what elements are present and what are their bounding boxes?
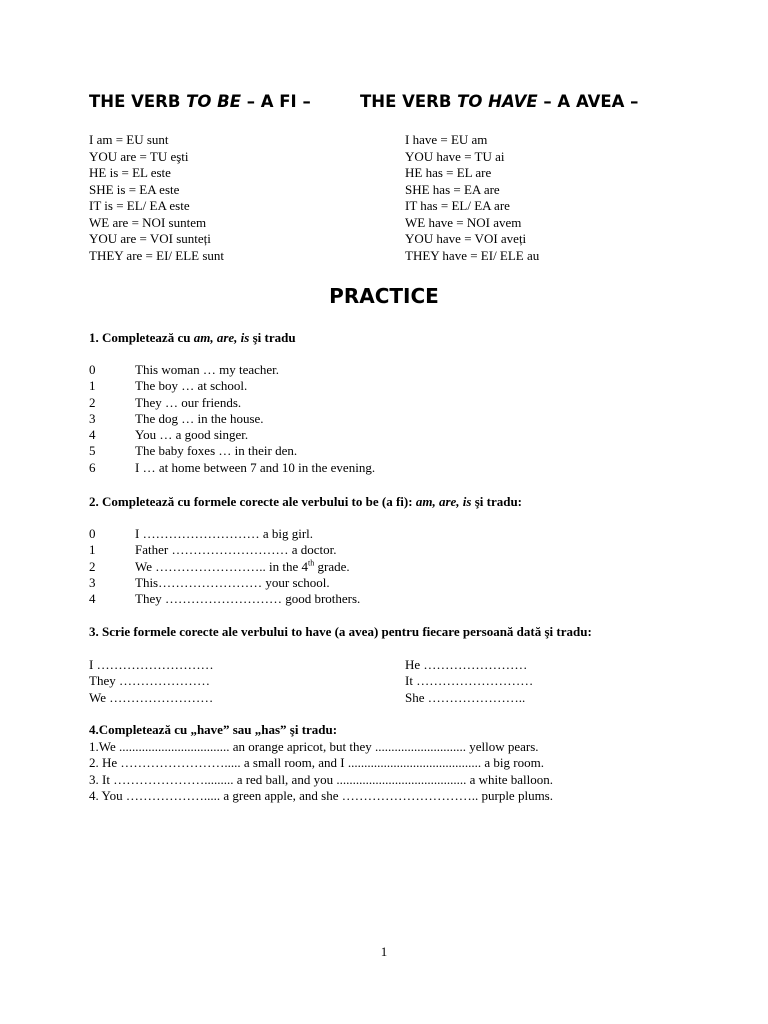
conjugation-line: I am = EU sunt [89, 132, 169, 147]
conjugation-line: WE are = NOI suntem [89, 214, 207, 230]
conjugation-line: SHE is = EA este [89, 181, 180, 197]
list-item: 5 The baby foxes … in their den. [89, 443, 298, 459]
conjugation-line: IT is = EL/ EA este [89, 198, 190, 213]
conjugation-line: YOU are = VOI sunteți [89, 231, 211, 246]
exercise-1-list [89, 362, 375, 476]
conjugation-line: YOU are = TU eşti [89, 148, 189, 164]
list-item: 0 I ……………………… a big girl. [89, 526, 314, 541]
list-item: I ……………………… He …………………… [89, 657, 528, 672]
exercise-2-list [89, 526, 360, 607]
heading-to-be: THE VERB TO BE – A FI – [89, 92, 311, 111]
list-item: 1.We .................................. an orange apricot, but they ............................ yellow pears. [89, 739, 539, 754]
list-item: 2 We …………………….. in the 4th grade. [89, 558, 350, 574]
conjugation-line: I have = EU am [405, 132, 488, 147]
list-item: 3 The dog … in the house. [89, 410, 264, 426]
to-be-conjugation-list [89, 132, 224, 264]
list-item: They ………………… It ……………………… [89, 673, 534, 689]
list-item: 4 You … a good singer. [89, 427, 249, 443]
exercise-3-title: 3. Scrie formele corecte ale verbului to have (a avea) pentru fiecare persoană dată şi tradu: [89, 624, 592, 639]
list-item: We …………………… She ………………….. [89, 689, 526, 705]
list-item: 2. He ……………………..... a small room, and I ......................................... a big room. [89, 755, 544, 771]
list-item: 6 I … at home between 7 and 10 in the evening. [89, 459, 376, 475]
list-item: 3 This…………………… your school. [89, 574, 330, 590]
page-number: 1 [380, 944, 388, 959]
conjugation-line: HE is = EL este [89, 165, 171, 180]
conjugation-line: HE has = EL are [405, 165, 492, 180]
conjugation-line: THEY have = EI/ ELE au [405, 247, 540, 263]
list-item: 4 They ……………………… good brothers. [89, 591, 361, 607]
exercise-1-title: 1. Completează cu am, are, is şi tradu [89, 330, 296, 345]
conjugation-line: IT has = EL/ EA are [405, 198, 510, 213]
exercise-4-list [89, 739, 553, 804]
conjugation-line: THEY are = EI/ ELE sunt [89, 247, 225, 263]
list-item: 0 This woman … my teacher. [89, 362, 280, 377]
list-item: 1 The boy … at school. [89, 378, 248, 394]
practice-title: PRACTICE [329, 284, 439, 308]
exercise-3-grid [89, 657, 649, 706]
list-item: 2 They … our friends. [89, 394, 242, 410]
exercise-2-title: 2. Completează cu formele corecte ale verbului to be (a fi): am, are, is şi tradu: [89, 494, 523, 509]
list-item: 3. It …………………......... a red ball, and you ........................................ a white balloon. [89, 771, 553, 787]
conjugation-line: YOU have = TU ai [405, 148, 505, 164]
exercise-4-title: 4.Completează cu „have” sau „has” şi tradu: [89, 722, 338, 737]
conjugation-line: YOU have = VOI aveți [405, 231, 527, 246]
list-item: 1 Father ……………………… a doctor. [89, 542, 337, 558]
conjugation-line: SHE has = EA are [405, 181, 500, 197]
to-have-conjugation-list [405, 132, 539, 264]
heading-to-have: THE VERB TO HAVE – A AVEA – [360, 92, 639, 111]
conjugation-line: WE have = NOI avem [405, 214, 522, 230]
list-item: 4. You ………………..... a green apple, and she ………………………….. purple plums. [89, 787, 553, 803]
